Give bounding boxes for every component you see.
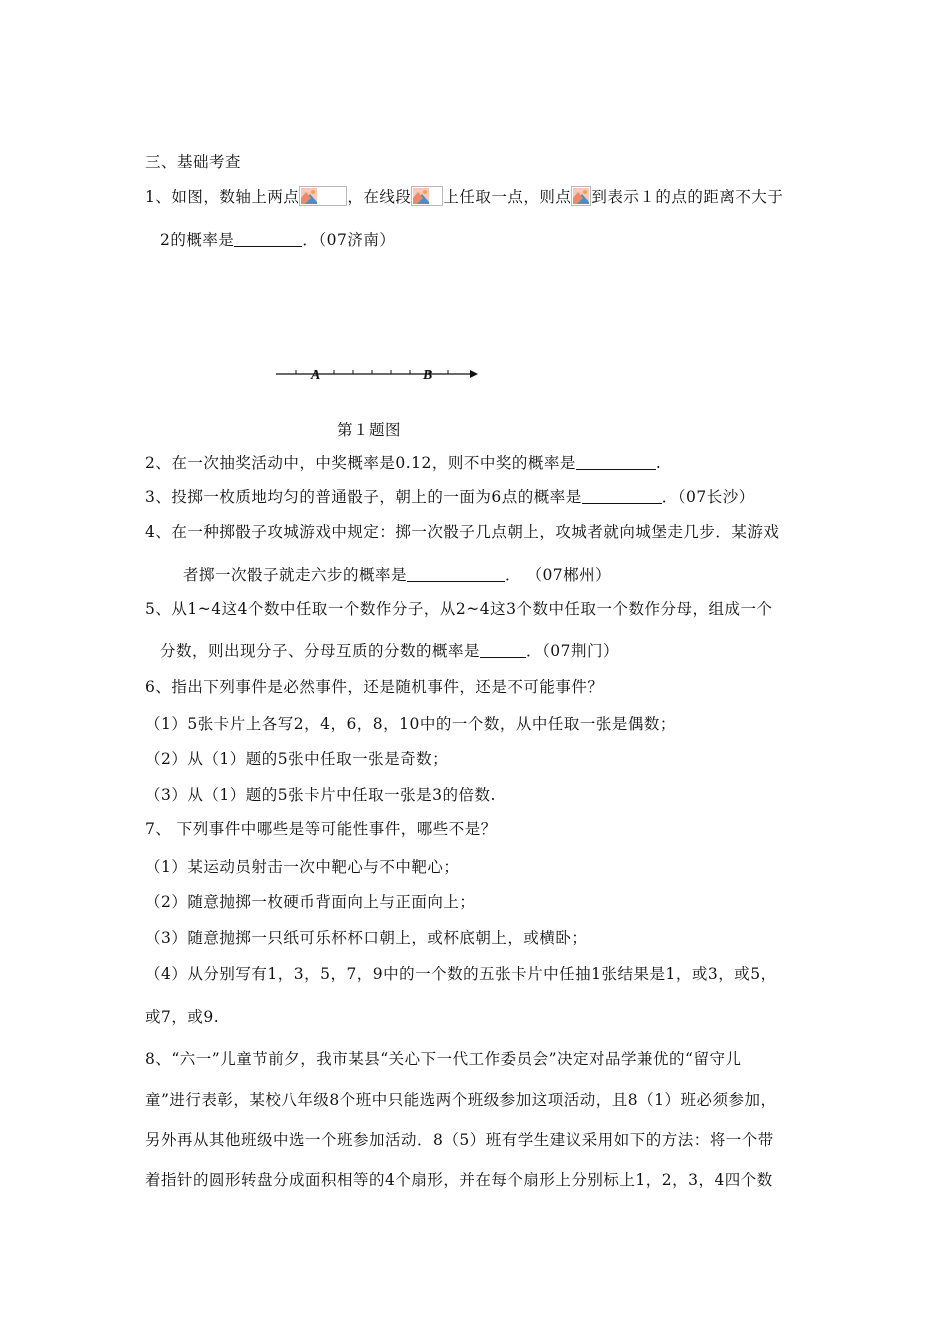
q1-text-4: 到表示１的点的距离不大于 (591, 188, 784, 206)
question-8-line: 着指针的圆形转盘分成面积相等的4个扇形，并在每个扇形上分别标上1，2，3，4四个数 (145, 1171, 773, 1189)
question-6-item: （1）5张卡片上各写2，4，6，8，10中的一个数，从中任取一张是偶数； (145, 715, 676, 733)
question-7-item: （1）某运动员射击一次中靶心与不中靶心； (145, 858, 460, 876)
number-line-figure (270, 358, 490, 388)
question-7-item: （4）从分别写有1，3，5，7，9中的一个数的五张卡片中任抽1张结果是1，或3，或5， (145, 965, 777, 983)
answer-blank (576, 455, 656, 470)
question-6-item: （2）从（1）题的5张中任取一张是奇数； (145, 750, 449, 768)
q1-line2-source: ．（07济南） (302, 231, 396, 249)
question-6-item: （3）从（1）题的5张卡片中任取一张是3的倍数. (145, 786, 496, 804)
q5-tail: ．（07荆门） (526, 642, 619, 660)
point-a-label: A (311, 368, 321, 383)
answer-blank (582, 489, 662, 504)
question-1-line-2 (160, 230, 395, 250)
q1-line2-text: 2的概率是 (160, 231, 235, 249)
question-4-line-1: 4、在一种掷骰子攻城游戏中规定：掷一次骰子几点朝上，攻城者就向城堡走几步．某游戏 (145, 523, 780, 541)
question-8-line: 另外再从其他班级中选一个班参加活动．8（5）班有学生建议采用如下的方法：将一个带 (145, 1131, 774, 1149)
question-8-line: 童”进行表彰，某校八年级8个班中只能选两个班级参加这项活动，且8（1）班必须参加， (145, 1091, 777, 1109)
answer-blank (234, 232, 302, 247)
question-8-line: 8、“六一”儿童节前夕，我市某县“关心下一代工作委员会”决定对品学兼优的“留守儿 (145, 1050, 742, 1068)
question-7-item-continued: 或7，或9. (145, 1008, 220, 1026)
q4-tail: ． （07郴州） (505, 566, 612, 584)
broken-image-icon (411, 186, 443, 206)
q4-text: 者掷一次骰子就走六步的概率是 (183, 566, 408, 584)
point-b-label: B (423, 368, 433, 383)
figure-caption: 第１题图 (337, 421, 402, 439)
question-3 (145, 487, 755, 507)
q1-text-2: ，在线段 (347, 188, 412, 206)
q5-text: 分数，则出现分子、分母互质的分数的概率是 (160, 642, 481, 660)
question-7-stem: 7、 下列事件中哪些是等可能性事件，哪些不是？ (145, 820, 497, 838)
broken-image-icon (571, 186, 591, 206)
q2-text: 2、在一次抽奖活动中，中奖概率是0.12，则不中奖的概率是 (145, 454, 576, 472)
question-5-line-1: 5、从1~4这4个数中任取一个数作分子，从2~4这3个数中任取一个数作分母，组成一个 (145, 600, 773, 618)
question-7-item: （2）随意抛掷一枚硬币背面向上与正面向上； (145, 893, 476, 911)
q3-tail: ．（07长沙） (661, 488, 755, 506)
broken-image-icon (299, 186, 347, 206)
q1-text-3: 上任取一点，则点 (443, 188, 572, 206)
question-2 (145, 453, 661, 473)
answer-blank (407, 567, 505, 582)
q2-tail: . (655, 454, 662, 472)
question-5-line-2 (160, 641, 619, 661)
q3-text: 3、投掷一枚质地均匀的普通骰子，朝上的一面为6点的概率是 (145, 488, 582, 506)
question-6-stem: 6、指出下列事件是必然事件，还是随机事件，还是不可能事件？ (145, 678, 604, 696)
question-1-line-1 (145, 186, 783, 207)
q1-text-1: 1、如图，数轴上两点 (145, 188, 300, 206)
answer-blank (480, 643, 526, 658)
question-4-line-2 (183, 565, 611, 585)
question-7-item: （3）随意抛掷一只纸可乐杯杯口朝上，或杯底朝上，或横卧； (145, 929, 588, 947)
section-title: 三、基础考查 (145, 153, 242, 171)
